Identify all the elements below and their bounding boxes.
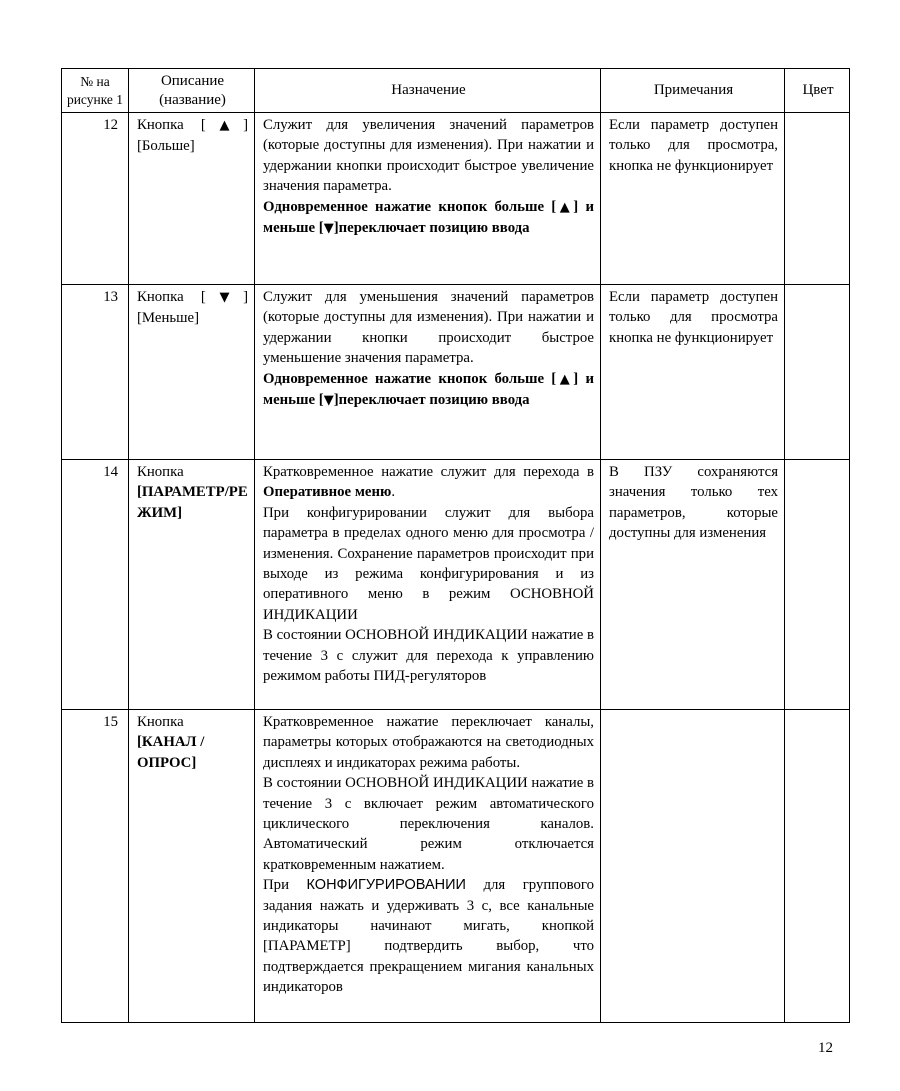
description-label: Кнопка <box>137 289 184 305</box>
row-color <box>785 113 850 285</box>
triangle-down-icon: ▼ <box>323 221 334 237</box>
header-color: Цвет <box>785 69 850 113</box>
triangle-down-icon: ▼ <box>323 393 334 409</box>
table-row <box>62 460 850 710</box>
header-notes: Примечания <box>601 69 785 113</box>
purpose-bold-note: Одновременное нажатие кнопок больше [▲] и меньше [▼]переключает позицию ввода <box>263 370 594 409</box>
table-row <box>62 285 850 460</box>
purpose-text: При КОНФИГУРИРОВАНИИ для группового задания нажать и удерживать 3 с, все канальные индикаторы начинают мигать, кнопкой [ПАРАМЕТР] подтвердить выбор, что подтверждается прекращением мигания канальных индикаторов <box>263 877 594 996</box>
row-notes <box>601 710 785 1023</box>
row-number: 15 <box>62 710 129 1023</box>
description-label: Кнопка <box>137 464 184 480</box>
row-number: 12 <box>62 113 129 285</box>
row-number: 13 <box>62 285 129 460</box>
table-row <box>62 710 850 1023</box>
row-color <box>785 285 850 460</box>
description-label: Кнопка <box>137 117 184 133</box>
button-name: [КАНАЛ /ОПРОС] <box>137 734 205 771</box>
triangle-up-icon: ▲ <box>556 371 574 387</box>
table-header-row <box>62 69 850 113</box>
row-color <box>785 460 850 710</box>
row-description: Кнопка [▲] [Больше] <box>129 113 255 285</box>
row-notes: В ПЗУ сохраняются значения только тех параметров, которые доступны для изменения <box>601 460 785 710</box>
purpose-text: В состоянии ОСНОВНОЙ ИНДИКАЦИИ нажатие в течение 3 с служит для перехода к управлению режимом работы ПИД-регуляторов <box>263 627 594 685</box>
purpose-text: При конфигурировании служит для выбора параметра в пределах одного меню для просмотра / изменения. Сохранение параметров происходит при выходе из режима конфигурирования и из оперативного меню в режим ОСНОВНОЙ ИНДИКАЦИИ <box>263 504 594 623</box>
row-color <box>785 710 850 1023</box>
triangle-down-icon: ▼ <box>205 290 244 305</box>
purpose-text: В состоянии ОСНОВНОЙ ИНДИКАЦИИ нажатие в течение 3 с включает режим автоматического циклического переключения каналов. Автоматический режим отключается кратковременным нажатием. <box>263 775 594 873</box>
row-purpose <box>255 460 601 710</box>
header-description: Описание (название) <box>129 69 255 113</box>
description-label: Кнопка <box>137 714 184 730</box>
buttons-table <box>61 68 850 1023</box>
header-number: № на рисунке 1 <box>62 69 129 113</box>
purpose-bold-note: Одновременное нажатие кнопок больше [▲] и меньше [▼]переключает позицию ввода <box>263 198 594 237</box>
triangle-up-icon: ▲ <box>556 199 574 215</box>
purpose-text: Кратковременное нажатие служит для перехода в Оперативное меню. <box>263 464 594 501</box>
purpose-text: Кратковременное нажатие переключает каналы, параметры которых отображаются на светодиодных дисплеях и индикаторах режима работы. <box>263 714 594 771</box>
row-notes: Если параметр доступен только для просмотра, кнопка не функционирует <box>601 113 785 285</box>
row-notes: Если параметр доступен только для просмотра кнопка не функционирует <box>601 285 785 460</box>
row-purpose <box>255 113 601 285</box>
row-number: 14 <box>62 460 129 710</box>
page-number: 12 <box>818 1040 833 1056</box>
header-purpose: Назначение <box>255 69 601 113</box>
button-name: [Меньше] <box>137 310 200 327</box>
triangle-up-icon: ▲ <box>205 118 244 133</box>
purpose-text: Служит для увеличения значений параметров (которые доступны для изменения). При нажатии и удержании кнопки происходит быстрое увеличение значения параметра. <box>263 117 594 195</box>
purpose-text: Служит для уменьшения значений параметров (которые доступны для изменения). При нажатии и удержании кнопки происходит быстрое уменьшение значения параметра. <box>263 289 594 367</box>
row-purpose <box>255 710 601 1023</box>
table-row <box>62 113 850 285</box>
button-name: [ПАРАМЕТР/РЕЖИМ] <box>137 484 248 521</box>
row-description <box>129 460 255 710</box>
row-description <box>129 710 255 1023</box>
row-description: Кнопка [▼] [Меньше] <box>129 285 255 460</box>
button-name: [Больше] <box>137 138 195 155</box>
row-purpose <box>255 285 601 460</box>
document-page <box>61 68 849 1023</box>
